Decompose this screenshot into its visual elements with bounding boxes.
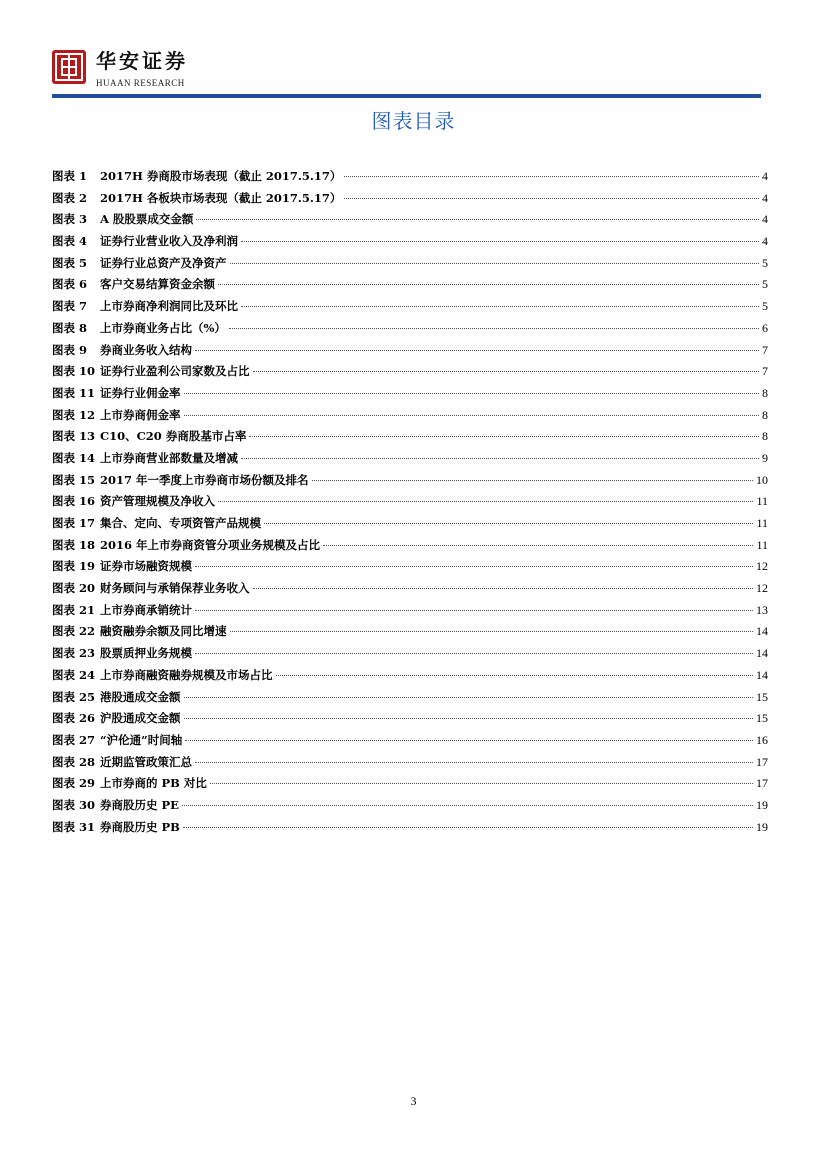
toc-entry[interactable] [52,578,768,600]
toc-entry-label: 图表 22 [52,624,96,639]
toc-entry[interactable] [52,318,768,340]
toc-entry-page: 9 [762,450,768,465]
toc-entry[interactable] [52,730,768,752]
toc-entry-page: 14 [756,646,768,661]
page-title: 图表目录 [371,109,456,133]
toc-entry-title: 财务顾问与承销保荐业务收入 [100,581,250,596]
toc-entry-title: 证券行业盈利公司家数及占比 [100,364,250,379]
toc-dot-leader [218,283,759,285]
toc-entry[interactable] [52,513,768,535]
toc-entry-label: 图表 7 [52,299,88,314]
toc-entry-label: 图表 25 [52,689,96,704]
toc-dot-leader [184,696,754,698]
toc-entry[interactable] [52,773,768,795]
toc-entry-page: 5 [762,255,768,270]
toc-dot-leader [241,240,759,242]
toc-entry-label: 图表 10 [52,364,96,379]
toc-entry[interactable] [52,296,768,318]
toc-entry-title: 上市券商佣金率 [100,407,181,422]
toc-dot-leader [196,218,759,220]
toc-entry-label: 图表 1 [52,169,88,183]
toc-dot-leader [312,479,753,481]
toc-entry-page: 10 [756,472,768,487]
toc-entry-page: 12 [756,581,768,596]
toc-entry[interactable] [52,556,768,578]
toc-entry-label: 图表 14 [52,450,96,465]
toc-entry-title: 股票质押业务规模 [100,646,192,661]
toc-entry-page: 7 [762,342,768,357]
toc-entry-label: 图表 28 [52,754,96,769]
toc-entry-page: 12 [756,559,768,574]
toc-dot-leader [195,565,753,567]
toc-entry-title: 港股通成交金额 [100,689,181,704]
toc-entry[interactable] [52,708,768,730]
toc-dot-leader [344,197,759,199]
toc-entry-label: 图表 3 [52,212,88,227]
toc-entry-title: 客户交易结算资金余额 [100,277,215,292]
toc-entry-page: 8 [762,429,768,444]
toc-entry-label: 图表 16 [52,494,96,509]
toc-entry-label: 图表 30 [52,797,96,812]
toc-dot-leader [195,609,753,611]
toc-dot-leader [182,804,753,806]
toc-entry-title: 上市券商的 PB 对比 [100,776,207,791]
toc-entry-label: 图表 21 [52,602,96,617]
toc-entry-title: 近期监管政策汇总 [100,754,192,769]
toc-entry[interactable] [52,491,768,513]
toc-entry-label: 图表 24 [52,667,96,682]
toc-entry[interactable] [52,665,768,687]
toc-entry-label: 图表 2 [52,190,88,205]
toc-entry-title: 上市券商融资融券规模及市场占比 [100,667,273,682]
toc-entry[interactable] [52,383,768,405]
toc-entry-page: 19 [756,797,768,812]
toc-entry-title: 上市券商营业部数量及增减 [100,450,238,465]
toc-entry-title: 资产管理规模及净收入 [100,494,215,509]
toc-dot-leader [183,826,753,828]
toc-entry-title: 2017H 券商股市场表现（截止 2017.5.17） [100,169,342,183]
toc-dot-leader [264,522,753,524]
toc-entry-title: 证券行业佣金率 [100,385,181,400]
toc-entry[interactable] [52,600,768,622]
toc-entry-title: 2017 年一季度上市券商市场份额及排名 [100,472,309,487]
toc-dot-leader [218,500,753,502]
toc-entry-page: 4 [762,169,768,183]
toc-entry-page: 5 [762,299,768,314]
toc-entry-label: 图表 31 [52,819,96,834]
toc-entry-label: 图表 23 [52,646,96,661]
toc-entry-title: 证券市场融资规模 [100,559,192,574]
toc-entry-label: 图表 27 [52,732,96,747]
toc-entry-page: 6 [762,320,768,335]
header-divider [52,94,761,98]
page-header [0,0,827,100]
toc-entry[interactable] [52,209,768,231]
toc-dot-leader [184,717,754,719]
toc-entry-label: 图表 15 [52,472,96,487]
toc-entry[interactable] [52,687,768,709]
toc-entry-title: 融资融券余额及同比增速 [100,624,227,639]
toc-dot-leader [253,587,754,589]
toc-entry[interactable] [52,253,768,275]
toc-entry[interactable] [52,470,768,492]
toc-entry[interactable] [52,643,768,665]
toc-entry-title: 沪股通成交金额 [100,711,181,726]
toc-dot-leader [249,435,759,437]
toc-dot-leader [230,262,760,264]
toc-entry-page: 4 [762,212,768,227]
toc-entry-title: 2016 年上市券商资管分项业务规模及占比 [100,537,321,552]
toc-entry[interactable] [52,752,768,774]
toc-entry-page: 8 [762,407,768,422]
toc-entry[interactable] [52,340,768,362]
toc-entry-page: 14 [756,624,768,639]
brand-name-cn: 华安证券 [96,49,188,73]
toc-entry-label: 图表 12 [52,407,96,422]
toc-entry[interactable] [52,188,768,210]
toc-dot-leader [195,349,759,351]
toc-entry-label: 图表 9 [52,342,88,357]
table-of-figures [52,166,768,838]
toc-entry-page: 11 [756,494,768,509]
toc-entry-label: 图表 8 [52,320,88,335]
toc-entry-page: 16 [756,732,768,747]
toc-entry-title: 券商股历史 PE [100,797,179,812]
toc-entry-label: 图表 29 [52,776,96,791]
toc-entry-label: 图表 17 [52,516,96,530]
toc-entry-page: 11 [756,516,768,530]
toc-entry[interactable] [52,795,768,817]
toc-dot-leader [344,175,759,177]
toc-entry[interactable] [52,166,768,188]
toc-dot-leader [184,392,760,394]
toc-entry[interactable] [52,426,768,448]
toc-entry[interactable] [52,448,768,470]
toc-entry[interactable] [52,817,768,839]
toc-entry-page: 4 [762,190,768,205]
toc-entry-page: 17 [756,776,768,791]
toc-entry-label: 图表 4 [52,234,88,249]
toc-entry-title: 上市券商承销统计 [100,602,192,617]
toc-entry-title: 集合、定向、专项资管产品规模 [100,516,261,530]
toc-entry-title: 券商业务收入结构 [100,342,192,357]
toc-entry-page: 11 [756,537,768,552]
toc-entry-label: 图表 18 [52,537,96,552]
huaan-logo-icon [52,50,86,84]
toc-entry[interactable] [52,361,768,383]
toc-entry-page: 13 [756,602,768,617]
toc-entry-page: 5 [762,277,768,292]
toc-entry-page: 4 [762,234,768,249]
toc-entry-title: A 股股票成交金额 [100,212,194,227]
toc-entry-title: 证券行业营业收入及净利润 [100,234,238,249]
toc-dot-leader [195,761,753,763]
toc-dot-leader [241,457,759,459]
toc-dot-leader [195,652,753,654]
toc-entry-page: 19 [756,819,768,834]
toc-entry-title: 上市券商业务占比（%） [100,320,226,335]
toc-entry-page: 14 [756,667,768,682]
toc-entry-title: “沪伦通”时间轴 [100,732,183,747]
toc-entry-title: 2017H 各板块市场表现（截止 2017.5.17） [100,190,342,205]
toc-entry-label: 图表 13 [52,429,96,444]
toc-entry-label: 图表 6 [52,277,88,292]
toc-entry-label: 图表 19 [52,559,96,574]
toc-entry-page: 15 [756,689,768,704]
toc-dot-leader [276,674,754,676]
toc-entry[interactable] [52,621,768,643]
toc-entry-label: 图表 5 [52,255,88,270]
toc-dot-leader [185,739,753,741]
toc-entry[interactable] [52,274,768,296]
brand-name-en: HUAAN RESEARCH [96,78,185,88]
toc-entry-label: 图表 20 [52,581,96,596]
toc-entry-page: 7 [762,364,768,379]
toc-entry-page: 15 [756,711,768,726]
page-number: 3 [410,1094,417,1108]
toc-entry[interactable] [52,535,768,557]
toc-entry-title: 券商股历史 PB [100,819,180,834]
toc-entry-page: 8 [762,385,768,400]
toc-entry-page: 17 [756,754,768,769]
toc-dot-leader [184,414,760,416]
toc-dot-leader [323,544,753,546]
toc-entry-label: 图表 26 [52,711,96,726]
toc-entry-title: 上市券商净利润同比及环比 [100,299,238,314]
toc-entry-title: 证券行业总资产及净资产 [100,255,227,270]
toc-entry-label: 图表 11 [52,385,96,400]
toc-entry[interactable] [52,231,768,253]
toc-entry-title: C10、C20 券商股基市占率 [100,429,247,444]
toc-entry[interactable] [52,405,768,427]
toc-dot-leader [253,370,760,372]
toc-dot-leader [230,630,754,632]
toc-dot-leader [241,305,759,307]
toc-dot-leader [229,327,759,329]
toc-dot-leader [210,782,753,784]
